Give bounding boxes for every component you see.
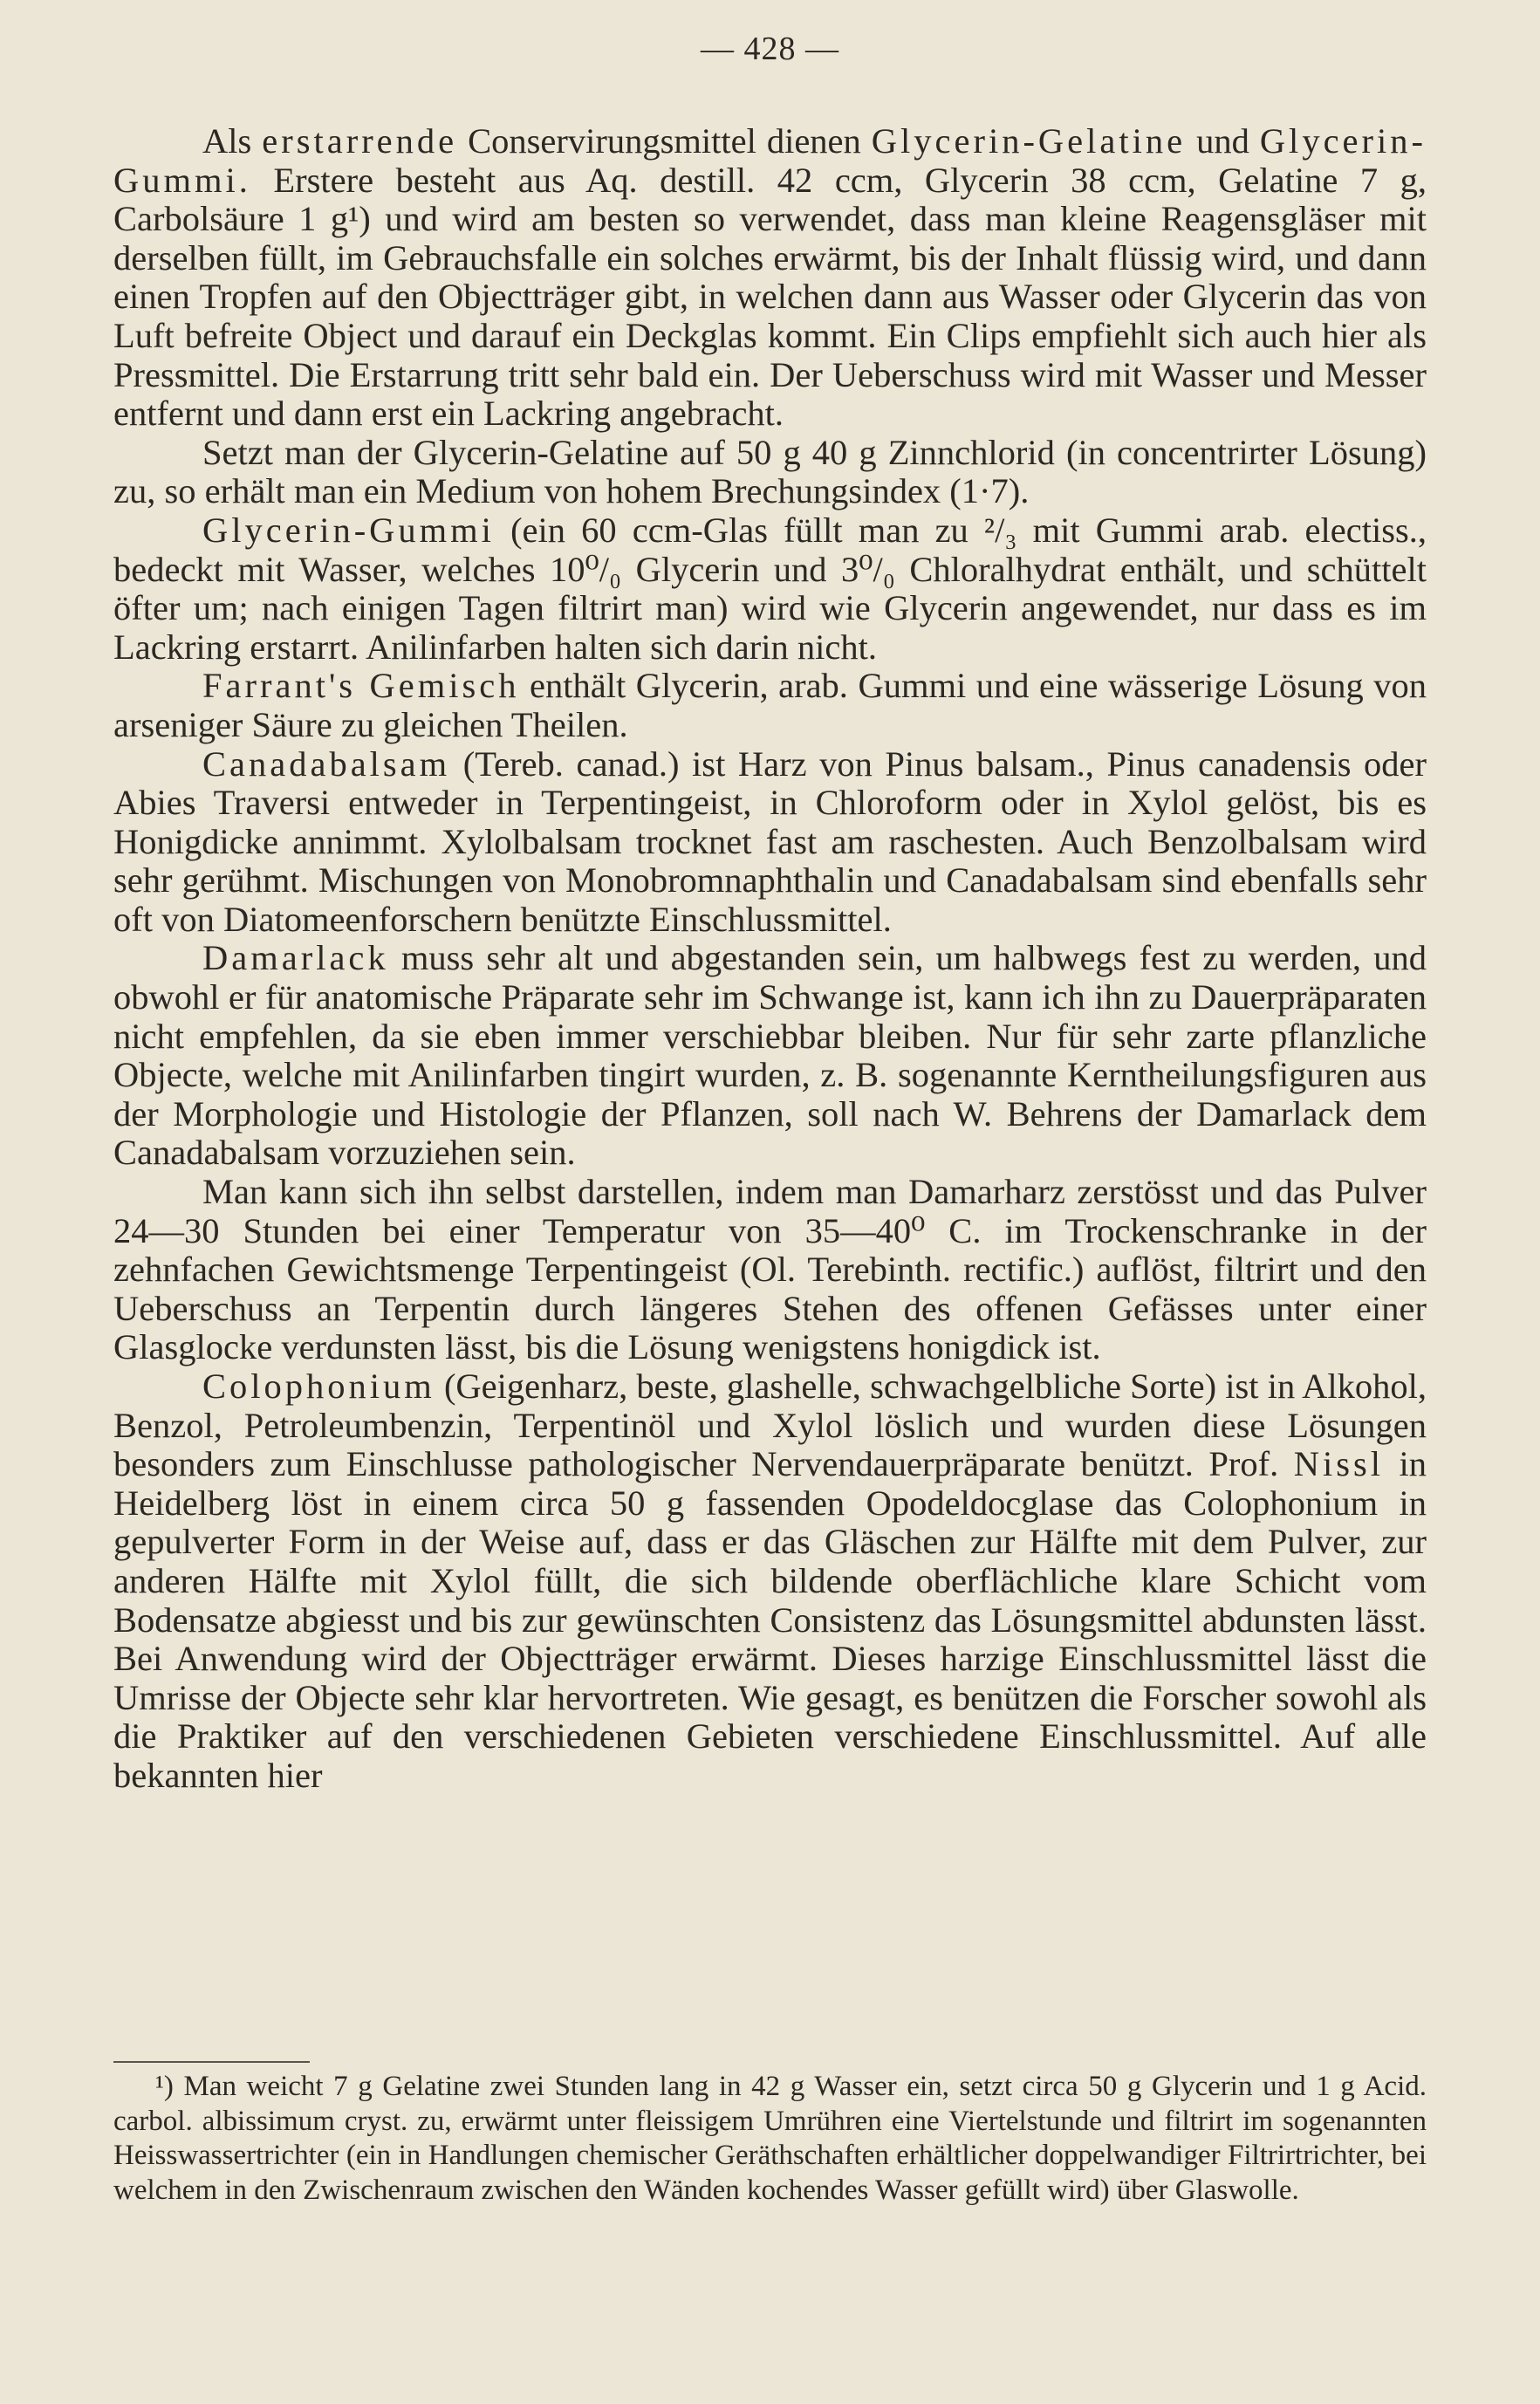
- text-run: (Tereb. canad.) ist Harz von Pinus balsam., Pinus canadensis oder Abies Traversi entweder in Terpentingeist, in Chloroform oder in Xylol gelöst, bis es Honigdicke annimmt. Xylolbalsam trocknet fast am raschesten. Auch Benzolbalsam wird sehr gerühmt. Mischungen von Monobromnaphthalin und Canadabalsam sind ebenfalls sehr oft von Diatomeenforschern benützte Einschlussmittel.: [113, 743, 1427, 939]
- text-run: Als: [202, 121, 263, 161]
- text-run: (ein 60 ccm-Glas füllt man zu ²/₃ mit Gummi arab. electiss., bedeckt mit Wasser, welches 10⁰/₀ Glycerin und 3⁰/₀ Chloralhydrat enthält, und schüttelt öfter um; nach einigen Tagen filtrirt man) wird wie Glycerin angewendet, nur dass es im Lackring erstarrt. Anilinfarben halten sich darin nicht.: [113, 510, 1427, 667]
- footnote-divider: [113, 2061, 310, 2063]
- text-run: und: [1186, 121, 1260, 161]
- spaced-term: Damarlack: [202, 938, 389, 978]
- spaced-term: Canadabalsam: [202, 743, 451, 784]
- paragraph-canadabalsam: [113, 745, 1427, 940]
- footnote: [113, 2070, 1427, 2208]
- text-run: Setzt man der Glycerin-Gelatine auf 50 g 40 g Zinnchlorid (in concentrirter Lösung) zu, so erhält man ein Medium von hohem Brechungsindex (1·7).: [113, 432, 1427, 511]
- spaced-term: Farrant's Gemisch: [202, 666, 520, 706]
- paragraph-glycerin-gelatine: [113, 122, 1427, 434]
- text-run: Erstere besteht aus Aq. destill. 42 ccm, Glycerin 38 ccm, Gelatine 7 g, Carbolsäure 1 g¹) und wird am besten so verwendet, dass man kleine Reagensgläser mit derselben füllt, im Gebrauchsfalle ein solches erwärmt, bis der Inhalt flüssig wird, und dann einen Tropfen auf den Objectträger gibt, in welchen dann aus Wasser oder Glycerin das von Luft befreite Object und darauf ein Deckglas kommt. Ein Clips empfiehlt sich auch hier als Pressmittel. Die Erstarrung tritt sehr bald ein. Der Ueberschuss wird mit Wasser und Messer entfernt und dann erst ein Lackring angebracht.: [113, 160, 1427, 434]
- paragraph-colophonium: [113, 1367, 1427, 1796]
- text-run: Man kann sich ihn selbst darstellen, indem man Damarharz zerstösst und das Pulver 24—30 Stunden bei einer Temperatur von 35—40⁰ C. im Trockenschranke in der zehnfachen Gewichtsmenge Terpentingeist (Ol. Terebinth. rectific.) auflöst, filtrirt und den Ueberschuss an Terpentin durch längeres Stehen des offenen Gefässes unter einer Glasglocke verdunsten lässt, bis die Lösung wenigstens honigdick ist.: [113, 1172, 1427, 1367]
- spaced-term: Glycerin-Gummi.: [113, 121, 1427, 200]
- paragraph-glycerin-gummi: [113, 511, 1427, 667]
- footnote-text: ¹) Man weicht 7 g Gelatine zwei Stunden lang in 42 g Wasser ein, setzt circa 50 g Glycerin und 1 g Acid. carbol. albissimum cryst. zu, erwärmt unter fleissigem Umrühren eine Viertelstunde und filtrirt im sogenannten Heisswassertrichter (ein in Handlungen chemischer Geräthschaften erhältlicher doppelwandiger Filtrirtrichter, bei welchem in den Zwischenraum zwischen den Wänden kochendes Wasser gefüllt wird) über Glaswolle.: [113, 2071, 1427, 2206]
- paragraph-zinnchlorid: [113, 434, 1427, 511]
- spaced-term: Glycerin-Gelatine: [871, 121, 1187, 161]
- spaced-term: Nissl: [1293, 1444, 1384, 1484]
- paragraph-farrant: [113, 667, 1427, 744]
- text-run: (Geigenharz, beste, glashelle, schwachgelbliche Sorte) ist in Alkohol, Benzol, Petroleumbenzin, Terpentinöl und Xylol löslich und wurden diese Lösungen besonders zum Einschlusse pathologischer Nervendauerpräparate benützt. Prof.: [113, 1366, 1427, 1484]
- paragraph-damarlack: [113, 939, 1427, 1173]
- text-run: enthält Glycerin, arab. Gummi und eine wässerige Lösung von arseniger Säure zu gleichen Theilen.: [113, 666, 1427, 744]
- page-number: — 428 —: [701, 31, 839, 67]
- spaced-term: Glycerin-Gummi: [202, 510, 495, 550]
- body-text: [113, 122, 1427, 1796]
- paragraph-damarharz: [113, 1173, 1427, 1367]
- text-run: Conservirungsmittel dienen: [457, 121, 872, 161]
- text-run: in Heidelberg löst in einem circa 50 g fassenden Opodeldocglase das Colophonium in gepulverter Form in der Weise auf, dass er das Gläschen zur Hälfte mit dem Pulver, zur anderen Hälfte mit Xylol füllt, die sich bildende oberflächliche klare Schicht vom Bodensatze abgiesst und bis zur gewünschten Consistenz das Lösungsmittel abdunsten lässt. Bei Anwendung wird der Objectträger erwärmt. Dieses harzige Einschlussmittel lässt die Umrisse der Objecte sehr klar hervortreten. Wie gesagt, es benützen die Forscher sowohl als die Praktiker auf den verschiedenen Gebieten verschiedene Einschlussmittel. Auf alle bekannten hier: [113, 1444, 1427, 1795]
- text-run: muss sehr alt und abgestanden sein, um halbwegs fest zu werden, und obwohl er für anatomische Präparate sehr im Schwange ist, kann ich ihn zu Dauerpräparaten nicht empfehlen, da sie eben immer verschiebbar bleiben. Nur für sehr zarte pflanzliche Objecte, welche mit Anilinfarben tingirt wurden, z. B. sogenannte Kerntheilungsfiguren aus der Morphologie und Histologie der Pflanzen, soll nach W. Behrens der Damarlack dem Canadabalsam vorzuziehen sein.: [113, 938, 1427, 1173]
- spaced-term: erstarrende: [262, 121, 458, 161]
- spaced-term: Colophonium: [202, 1366, 435, 1406]
